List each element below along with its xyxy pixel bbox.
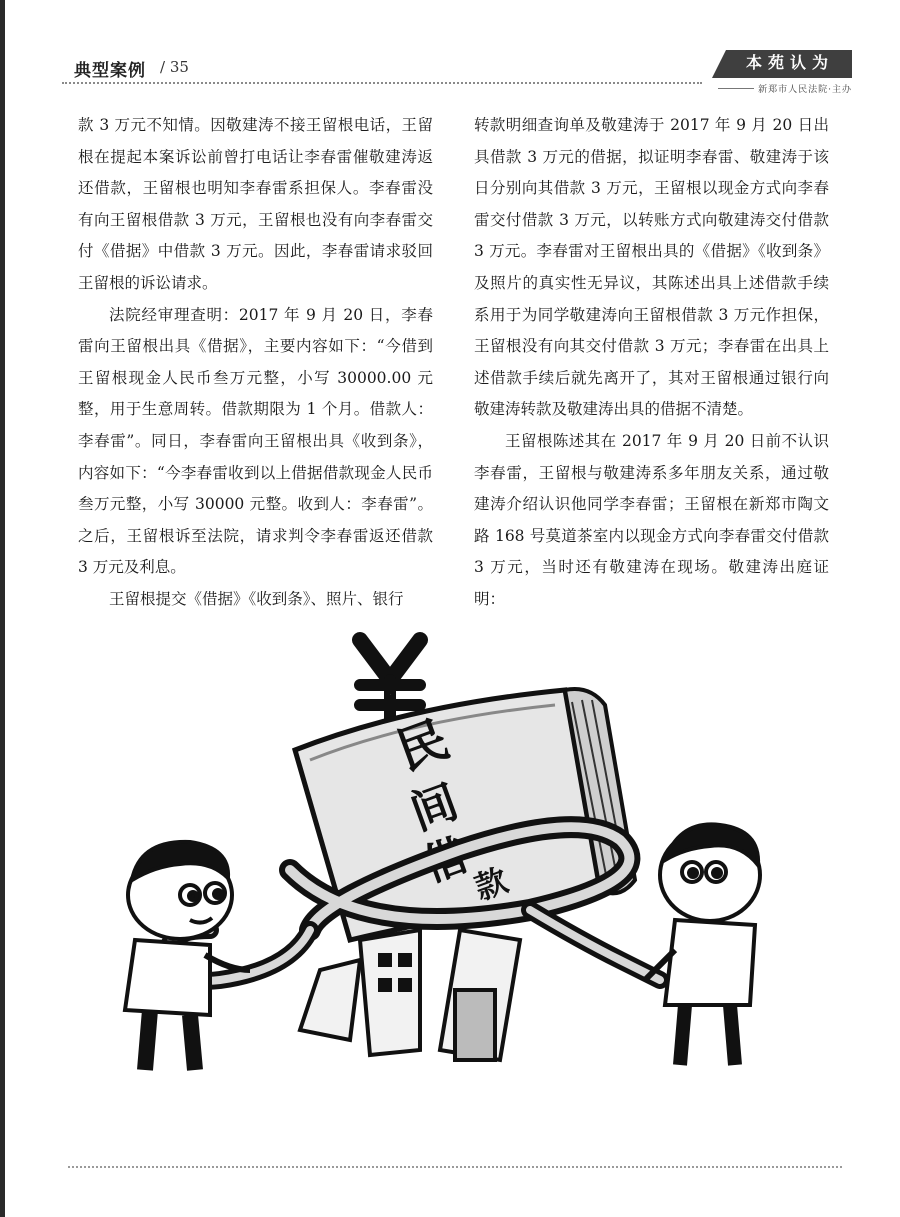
left-man-figure — [125, 842, 250, 1070]
left-paragraph-1: 款 3 万元不知情。因敬建涛不接王留根电话，王留根在提起本案诉讼前曾打电话让李春雷催敬建涛返还借款，王留根也明知李春雷系担保人。李春雷没有向王留根借款 3 万元，王留根也没有向李春雷交付《借据》中借款 3 万元。因此，李春雷请求驳回王留根的诉讼请求。 — [78, 116, 433, 292]
left-column — [78, 110, 433, 616]
right-man-figure — [645, 824, 760, 1065]
column-badge-title: 本苑认为 — [745, 53, 834, 72]
subtitle-text: 新郑市人民法院·主办 — [758, 85, 852, 95]
book-title-char-3: 借 — [416, 829, 476, 893]
yuan-symbol-text: ¥ — [390, 695, 391, 696]
right-paragraph-1: 转款明细查询单及敬建涛于 2017 年 9 月 20 日出具借款 3 万元的借据，拟证明李春雷、敬建涛于该日分别向其借款 3 万元，王留根以现金方式向李春雷交付借款 3 万元，以转账方式向敬建涛交付借款 3 万元。李春雷对王留根出具的《借据》《收到条》及照片的真实性无异议，其陈述出具上述借款手续系用于为同学敬建涛向王留根借款 3 万元作担保，王留根没有向其交付借款 3 万元；李春雷在出具上述借款手续后就先离开了，其对王留根通过银行向敬建涛转款及敬建涛出具的借据不清楚。 — [474, 116, 829, 419]
header-dotted-rule — [62, 82, 702, 84]
buildings-icon — [300, 930, 520, 1060]
book-title-char-2: 间 — [403, 773, 465, 841]
left-paragraph-3: 王留根提交《借据》《收到条》、照片、银行 — [109, 589, 404, 608]
footer-dotted-rule — [68, 1166, 842, 1168]
book-title-char-4: 款 — [469, 860, 513, 908]
right-paragraph-2: 王留根陈述其在 2017 年 9 月 20 日前不认识李春雷，王留根与敬建涛系多年朋友关系，通过敬建涛介绍认识他同学李春雷；王留根在新郑市陶文路 168 号莫道茶室内以现金方式向李春雷交付借款 3 万元，当时还有敬建涛在现场。敬建涛出庭证明： — [474, 431, 829, 608]
book-title-char-1: 民 — [389, 709, 457, 782]
page-header — [62, 48, 852, 98]
column-badge-subtitle — [758, 82, 852, 95]
subtitle-rule — [718, 88, 754, 89]
cartoon-illustration — [60, 610, 840, 1075]
left-paragraph-2: 法院经审理查明：2017 年 9 月 20 日，李春雷向王留根出具《借据》，主要内容如下：“今借到王留根现金人民币叁万元整，小写 30000.00 元整，用于生意周转。借款期限为 1 个月。借款人：李春雷”。同日，李春雷向王留根出具《收到条》，内容如下：“今李春雷收到以上借据借款现金人民币叁万元整，小写 30000 元整。收到人：李春雷”。之后，王留根诉至法院，请求判令李春雷返还借款 3 万元及利息。 — [78, 305, 433, 577]
section-label: 典型案例 — [74, 61, 146, 81]
right-column — [474, 110, 829, 616]
scan-edge — [0, 0, 5, 1217]
page-number: / 35 — [160, 58, 189, 76]
